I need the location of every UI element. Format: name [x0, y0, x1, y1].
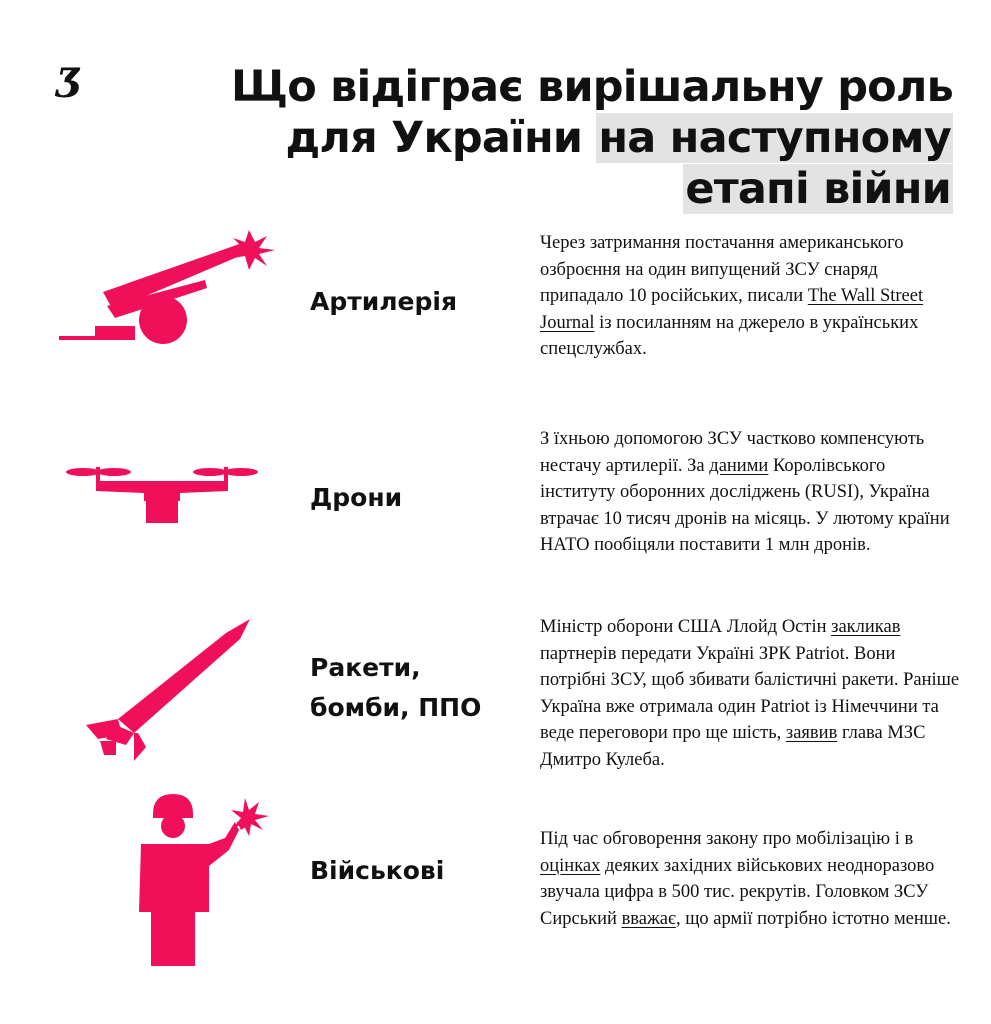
title-line-2: [193, 113, 953, 164]
desc-text: Під час обговорення закону про мобілізацію і в: [540, 829, 914, 849]
source-link[interactable]: The Wall Street Journal: [540, 286, 924, 333]
label-artillery: Артилерія: [310, 287, 458, 316]
desc-text: Через затримання постачання американського озброєння на один випущений ЗСУ снаряд припадало 10 російських, писали: [540, 233, 904, 306]
desc-soldiers: [540, 826, 965, 932]
title-line-1: Що відіграє вирішальну роль: [231, 62, 953, 112]
source-link[interactable]: вважає: [621, 908, 676, 929]
desc-text: деяких західних військових неодноразово звучала цифра в 500 тис. рекрутів. Головком ЗСУ Сирський: [540, 855, 935, 929]
label-soldiers: Військові: [310, 856, 445, 885]
label-drones: Дрони: [310, 483, 403, 512]
drone-icon: [62, 455, 262, 530]
desc-artillery: [540, 230, 965, 363]
desc-missiles: [540, 614, 965, 773]
missile-icon: [80, 615, 260, 770]
source-link[interactable]: оцінках: [540, 855, 601, 876]
source-link[interactable]: даними: [709, 455, 769, 476]
title-line-2-plain: для України: [285, 113, 597, 163]
soldier-icon: [125, 790, 275, 970]
desc-text: із посиланням на джерело в українських спецслужбах.: [540, 312, 919, 359]
desc-text: Королівського інституту оборонних досліджень (RUSI), Україна втрачає 10 тисяч дронів на місяць. У лютому країни НАТО пообіцяли поставити 1 млн дронів.: [540, 455, 950, 555]
title-line-3: [193, 164, 953, 215]
title-line-2-highlight: на наступному: [598, 113, 951, 163]
desc-text: , що армії потрібно істотно менше.: [675, 908, 951, 929]
artillery-icon: [55, 218, 285, 348]
label-missiles-line-2: бомби, ППО: [310, 693, 482, 722]
source-link[interactable]: закликав: [831, 617, 901, 637]
logo: Ʒ: [56, 60, 83, 107]
page-title: [193, 62, 953, 215]
desc-text: З їхньою допомогою ЗСУ частково компенсують нестачу артилерії. За: [540, 429, 925, 476]
label-missiles-line-1: Ракети,: [310, 653, 421, 682]
label-missiles: [310, 648, 481, 728]
source-link[interactable]: заявив: [785, 723, 838, 743]
desc-drones: [540, 426, 965, 559]
desc-text: глава МЗС Дмитро Кулеба.: [540, 723, 926, 770]
desc-text: партнерів передати Україні ЗРК Patriot. Вони потрібні ЗСУ, щоб збивати балістичні ракети. Раніше Україна вже отримала один Patriot із Німеччини та веде переговори про ще шість,: [540, 643, 960, 743]
desc-text: Міністр оборони США Ллойд Остін: [540, 617, 832, 637]
title-line-3-highlight: етапі війни: [685, 164, 951, 214]
